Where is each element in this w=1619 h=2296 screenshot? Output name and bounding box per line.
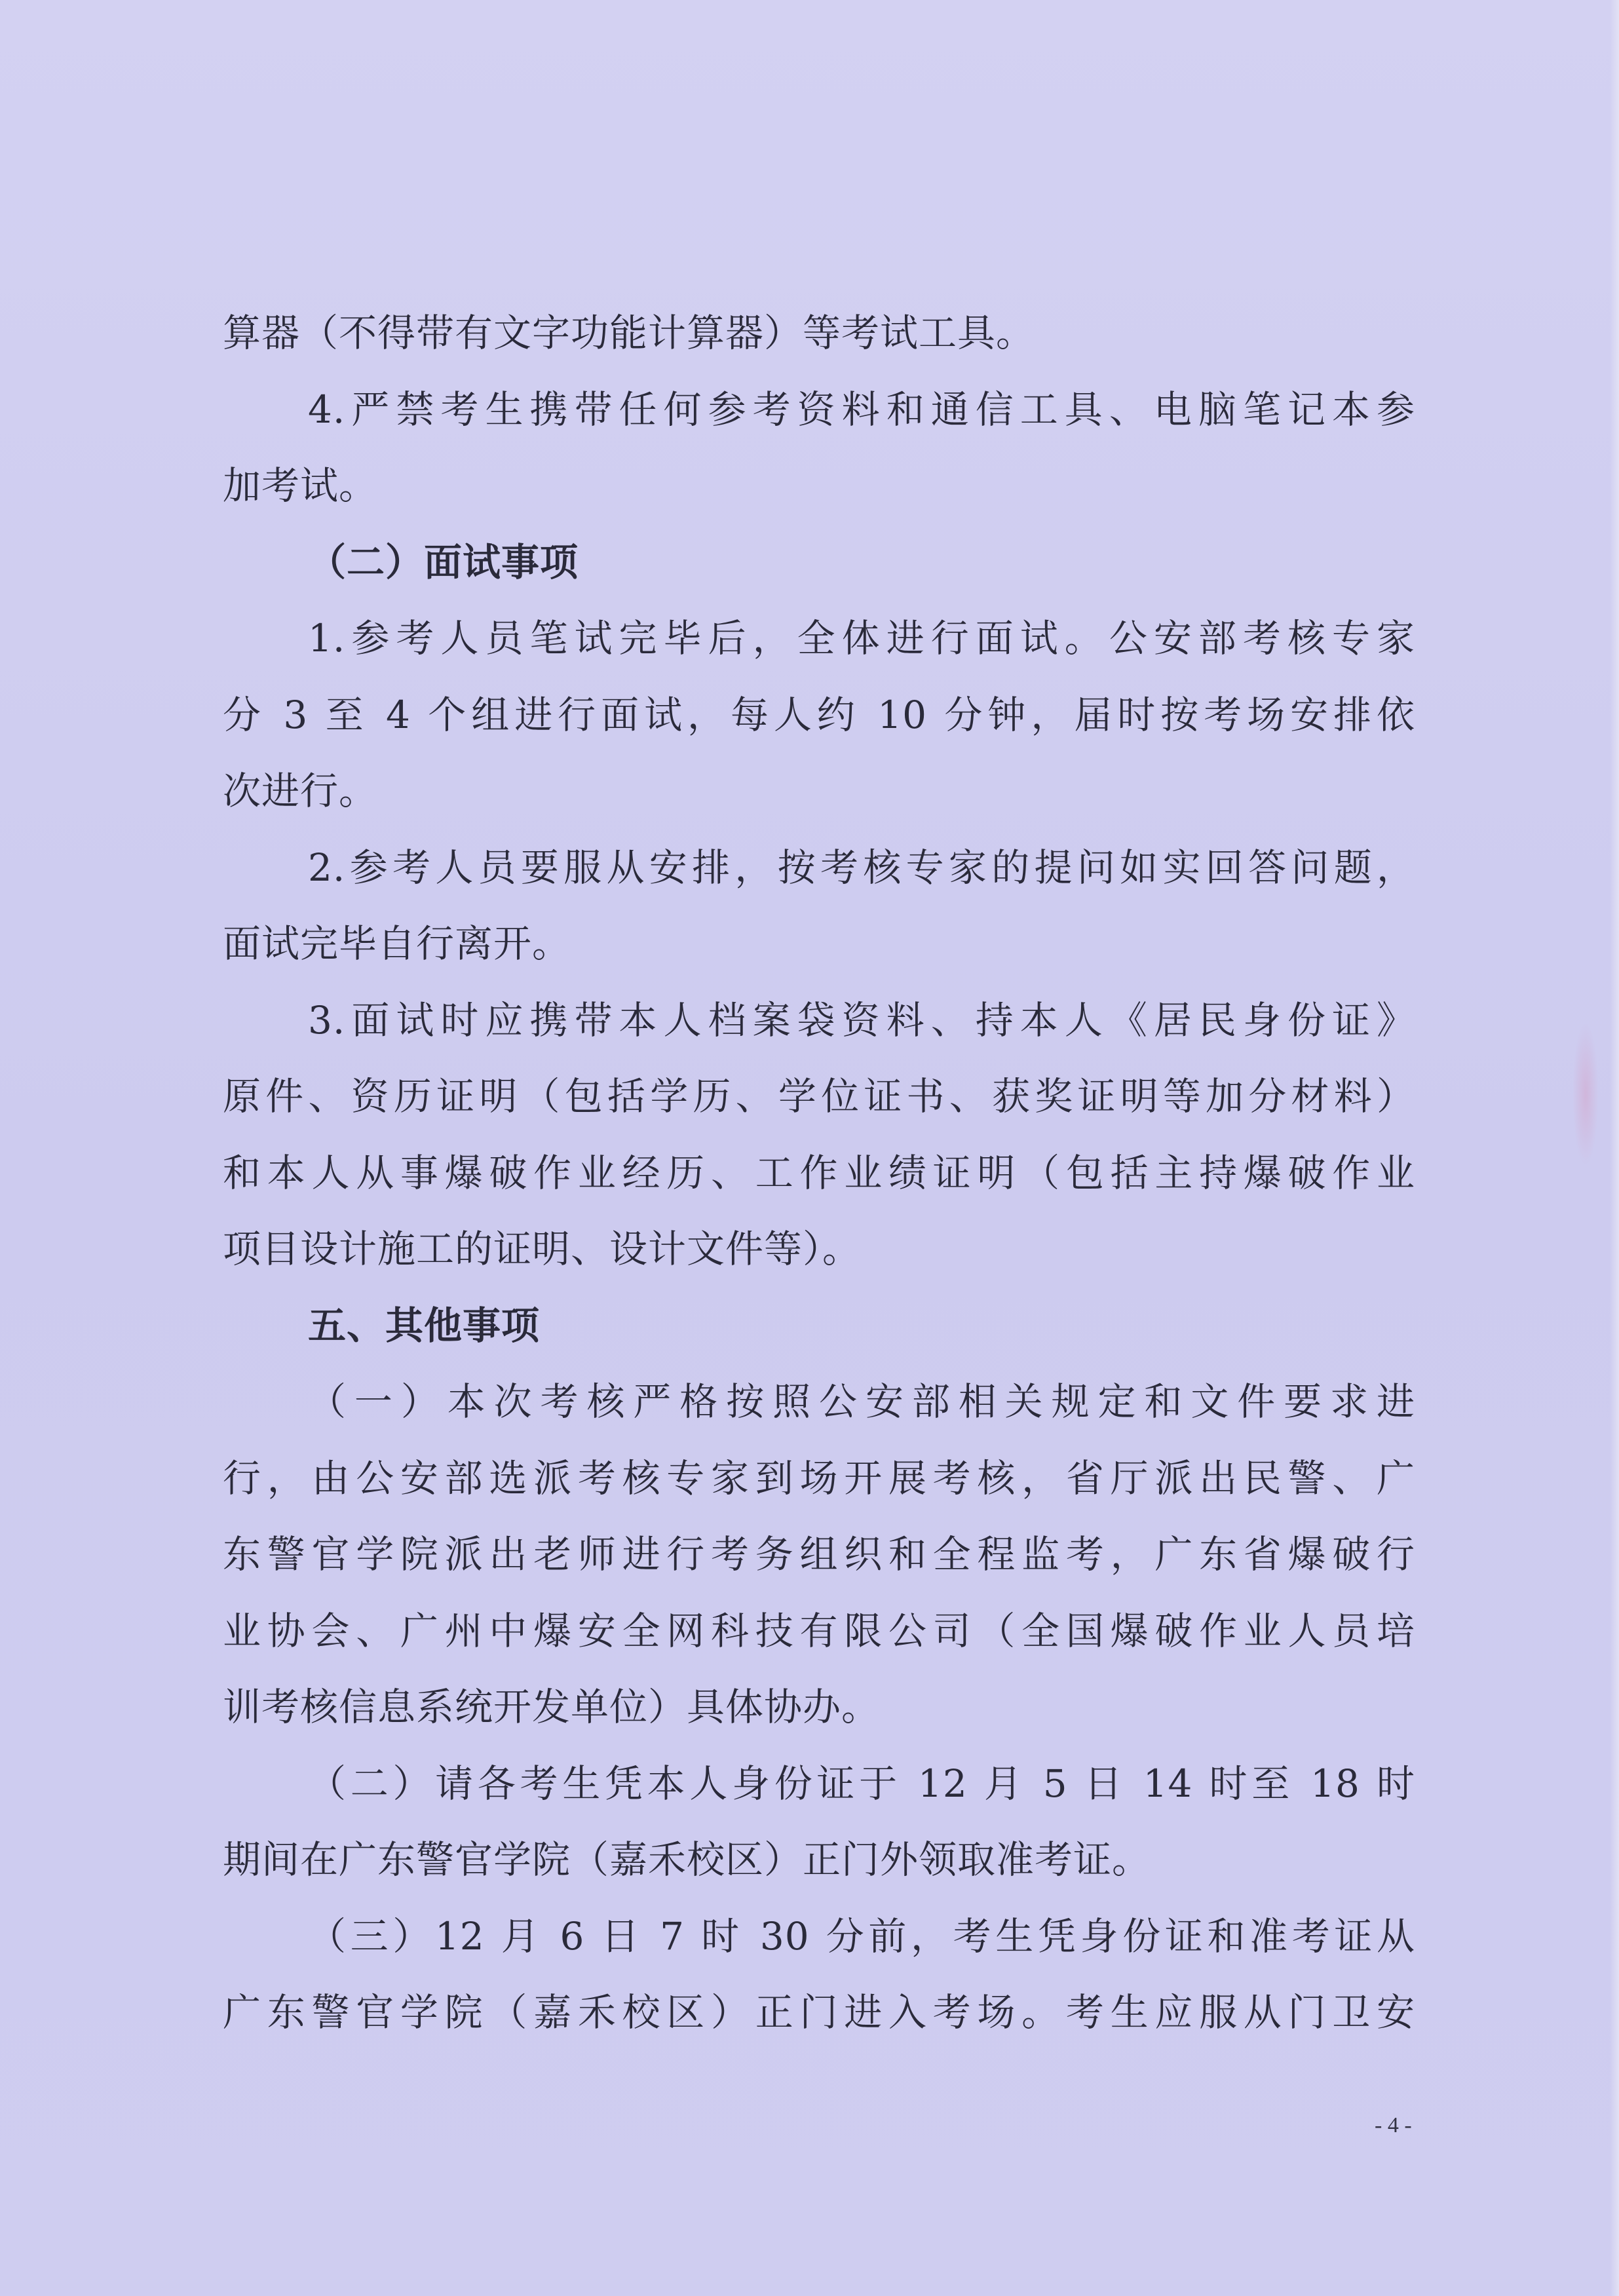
body-line: 次进行。	[223, 769, 378, 813]
body-line: 4.严禁考生携带任何参考资料和通信工具、电脑笔记本参	[308, 387, 1415, 432]
body-line: 行，由公安部选派考核专家到场开展考核，省厅派出民警、广	[223, 1455, 1415, 1501]
body-line: 1.参考人员笔试完毕后，全体进行面试。公安部考核专家	[308, 616, 1415, 660]
body-line: （二）请各考生凭本人身份证于 12 月 5 日 14 时至 18 时	[308, 1761, 1415, 1806]
body-line: 3.面试时应携带本人档案袋资料、持本人《居民身份证》	[308, 997, 1415, 1043]
body-line: 原件、资历证明（包括学历、学位证书、获奖证明等加分材料）	[223, 1074, 1415, 1119]
section-heading: 五、其他事项	[308, 1303, 541, 1348]
body-line: 训考核信息系统开发单位）具体协办。	[223, 1685, 881, 1729]
body-line: 项目设计施工的证明、设计文件等）。	[223, 1227, 862, 1271]
body-line: 和本人从事爆破作业经历、工作业绩证明（包括主持爆破作业	[223, 1150, 1415, 1195]
body-line: 期间在广东警官学院（嘉禾校区）正门外领取准考证。	[223, 1837, 1151, 1882]
body-line: 2.参考人员要服从安排，按考核专家的提问如实回答问题，	[308, 845, 1415, 890]
scan-edge	[1610, 0, 1619, 2296]
body-line: 东警官学院派出老师进行考务组织和全程监考，广东省爆破行	[223, 1532, 1415, 1577]
document-body	[223, 295, 1415, 2051]
section-heading: （二）面试事项	[308, 539, 579, 584]
body-line: 分 3 至 4 个组进行面试，每人约 10 分钟，届时按考场安排依	[223, 692, 1415, 737]
body-line: （一）本次考核严格按照公安部相关规定和文件要求进	[308, 1379, 1415, 1424]
body-line: （三）12 月 6 日 7 时 30 分前，考生凭身份证和准考证从	[308, 1913, 1415, 1959]
body-line: 业协会、广州中爆安全网科技有限公司（全国爆破作业人员培	[223, 1608, 1415, 1653]
body-line: 面试完毕自行离开。	[223, 921, 571, 966]
body-line: 广东警官学院（嘉禾校区）正门进入考场。考生应服从门卫安	[223, 1990, 1415, 2035]
body-line: 算器（不得带有文字功能计算器）等考试工具。	[223, 311, 1035, 355]
body-line: 加考试。	[223, 463, 378, 508]
page-number: - 4 -	[1375, 2113, 1412, 2137]
stamp-bleed	[1572, 1022, 1599, 1166]
